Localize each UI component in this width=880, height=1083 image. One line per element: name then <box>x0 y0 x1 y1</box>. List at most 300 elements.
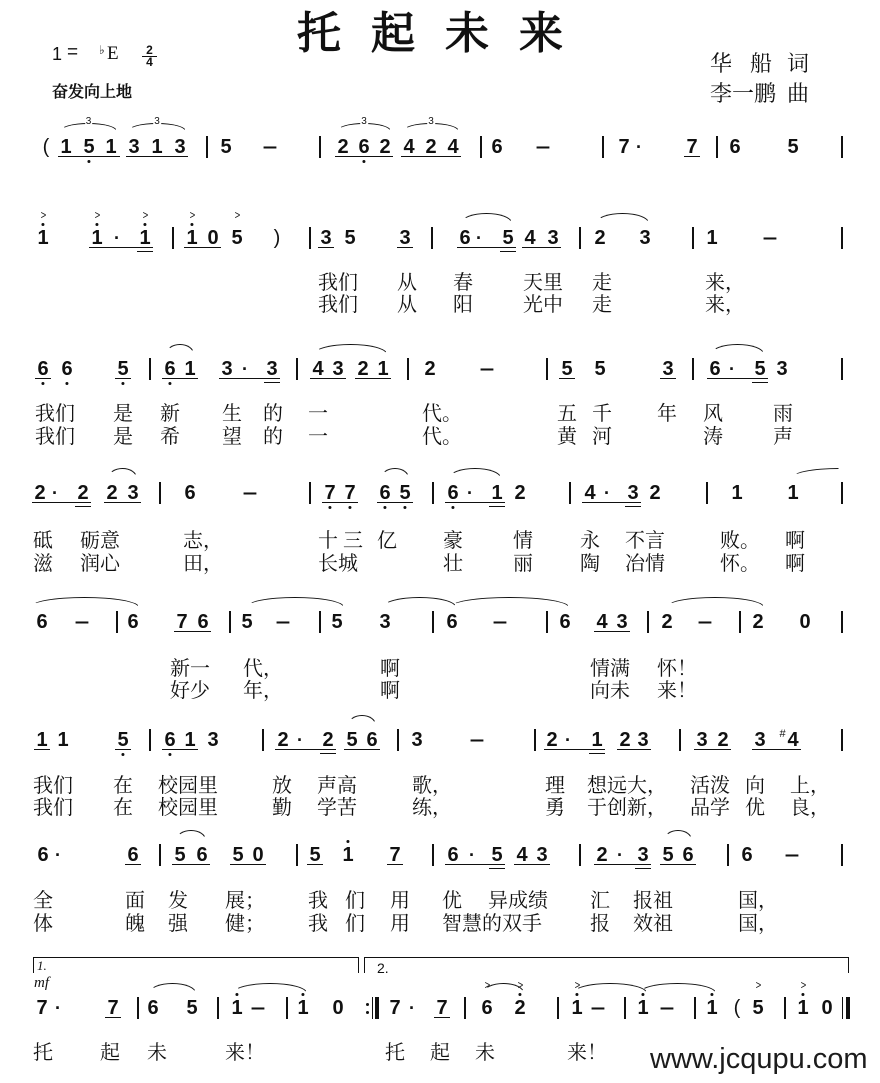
accent-icon: > <box>800 978 806 992</box>
lyric-syllable: 来！ <box>567 1040 607 1064</box>
note-value: 6 <box>197 611 209 633</box>
note <box>627 483 638 503</box>
note <box>184 483 195 503</box>
augmentation-dot <box>52 483 58 503</box>
slur-arc <box>791 468 839 478</box>
lyric-syllable: 们 <box>345 911 365 935</box>
note <box>196 845 207 865</box>
note <box>741 845 752 865</box>
octave-dot-below-icon <box>87 160 90 163</box>
note-value: · <box>242 359 248 379</box>
key-note: E <box>107 43 119 64</box>
augmentation-dot <box>476 228 482 248</box>
barline <box>407 358 408 380</box>
note <box>389 845 400 865</box>
lyric-syllable: 河 <box>592 424 612 448</box>
lyric-syllable: 败。 <box>720 528 760 552</box>
note <box>186 998 197 1018</box>
note-value: 6 <box>729 136 741 158</box>
beam-underline <box>752 382 768 383</box>
slur-arc <box>246 597 344 607</box>
note-value: 6 <box>709 358 721 380</box>
lyric-syllable: 生 <box>222 401 242 425</box>
barline <box>841 482 842 504</box>
octave-dot-below-icon <box>328 506 331 509</box>
triplet-bracket <box>60 116 117 131</box>
accent-icon: > <box>189 208 195 222</box>
beam-underline <box>320 753 336 754</box>
note <box>83 137 94 157</box>
note <box>502 228 513 248</box>
note <box>127 483 138 503</box>
note-value: 5 <box>232 844 244 866</box>
duration-dash <box>470 730 484 750</box>
note-value: 5 <box>331 611 343 633</box>
parenthesis <box>734 998 741 1018</box>
triplet-bracket <box>403 116 459 131</box>
note <box>174 845 185 865</box>
note-value: 3 <box>207 729 219 751</box>
lyric-syllable: 涛 <box>703 424 723 448</box>
note-value: 2 <box>514 482 526 504</box>
beam-underline <box>625 506 641 507</box>
note <box>399 228 410 248</box>
duration-dash <box>480 359 494 379</box>
note-value: – <box>250 997 266 1019</box>
note-value: 3 <box>221 358 233 380</box>
note-value: 6 <box>37 844 49 866</box>
note-value: 1 <box>37 227 49 249</box>
accent-icon: > <box>755 978 761 992</box>
lyric-syllable: 学苦 <box>317 795 357 819</box>
beam-underline <box>489 506 505 507</box>
barline <box>546 358 547 380</box>
note <box>91 208 103 249</box>
note <box>591 730 602 750</box>
note <box>151 137 162 157</box>
lyric-syllable: 黄 <box>557 424 577 448</box>
note <box>799 612 810 632</box>
barline <box>716 136 717 158</box>
note <box>779 728 799 751</box>
barline <box>319 611 320 633</box>
octave-dot-above-icon <box>235 993 238 996</box>
note <box>105 137 116 157</box>
note <box>682 845 693 865</box>
note-value: 3 <box>411 729 423 751</box>
note-value: 1 <box>637 997 649 1019</box>
beam-underline <box>264 382 280 383</box>
octave-dot-above-icon <box>641 993 644 996</box>
note <box>332 359 343 379</box>
barline <box>431 227 432 249</box>
note <box>618 137 629 157</box>
lyric-syllable: 异成绩 <box>488 888 548 912</box>
note-value: 5 <box>502 227 514 249</box>
lyric-syllable: 代。 <box>422 401 462 425</box>
note <box>377 359 388 379</box>
note <box>619 730 630 750</box>
barline <box>679 729 680 751</box>
lyric-syllable: 国， <box>738 911 778 935</box>
note-value: 1 <box>60 136 72 158</box>
note <box>107 998 118 1018</box>
barline <box>432 482 433 504</box>
slur-arc <box>664 830 692 840</box>
note-value: 6 <box>459 227 471 249</box>
note-value: 5 <box>241 611 253 633</box>
note <box>379 612 390 632</box>
note-value: · <box>467 483 473 503</box>
note <box>184 359 195 379</box>
note <box>37 359 48 379</box>
duration-dash <box>536 137 550 157</box>
lyric-syllable: 啊 <box>380 678 400 702</box>
note <box>754 359 765 379</box>
note-value: 1 <box>139 227 151 249</box>
barline <box>137 997 138 1019</box>
lyric-syllable: 报 <box>590 911 610 935</box>
lyric-syllable: 于创新， <box>587 795 667 819</box>
lyric-syllable: 滋 <box>33 551 53 575</box>
note-value: – <box>784 844 800 866</box>
lyric-syllable: 冶情 <box>625 551 665 575</box>
note-value: 6 <box>379 482 391 504</box>
note <box>221 359 232 379</box>
note <box>403 137 414 157</box>
key-equals-sign: = <box>67 42 79 63</box>
lyric-syllable: 校园里 <box>158 773 218 797</box>
note <box>596 612 607 632</box>
note <box>389 998 400 1018</box>
lyric-syllable: 代。 <box>422 424 462 448</box>
note <box>447 483 458 503</box>
first-ending-label: 1. <box>37 958 47 973</box>
lyric-syllable: 起 <box>100 1040 120 1064</box>
note-value: 5 <box>594 358 606 380</box>
slur-arc <box>233 983 307 993</box>
note-value: 5 <box>491 844 503 866</box>
barline <box>159 844 160 866</box>
note-value: – <box>74 611 90 633</box>
barline <box>784 997 785 1019</box>
lyric-syllable: 起 <box>430 1040 450 1064</box>
lyric-syllable: 健； <box>225 911 265 935</box>
repeat-dot <box>366 1011 369 1014</box>
note <box>524 228 535 248</box>
barline <box>206 136 207 158</box>
note <box>220 137 231 157</box>
note <box>117 730 128 750</box>
note-value: 2 <box>357 358 369 380</box>
augmentation-dot <box>617 845 623 865</box>
note <box>459 228 470 248</box>
note <box>821 998 832 1018</box>
note-value: – <box>590 997 606 1019</box>
note <box>57 730 68 750</box>
final-barline-icon <box>842 997 852 1019</box>
note-value: 1 <box>342 844 354 866</box>
note-value: 1 <box>706 997 718 1019</box>
flat-icon: ♭ <box>99 43 105 57</box>
note-value: · <box>52 483 58 503</box>
note-value: 5 <box>754 358 766 380</box>
note <box>277 730 288 750</box>
note <box>197 612 208 632</box>
note <box>320 228 331 248</box>
note <box>546 730 557 750</box>
octave-dot-below-icon <box>403 506 406 509</box>
note-value: · <box>604 483 610 503</box>
note-value: · <box>55 845 61 865</box>
augmentation-dot <box>297 730 303 750</box>
lyric-syllable: 雨 <box>773 401 793 425</box>
lyric-syllable: 活泼 <box>690 773 730 797</box>
augmentation-dot <box>409 998 415 1018</box>
lyric-syllable: 三 <box>343 528 363 552</box>
lyric-syllable: 们 <box>345 888 365 912</box>
accent-icon: > <box>94 208 100 222</box>
note <box>344 228 355 248</box>
note-value: 2 <box>649 482 661 504</box>
note <box>344 483 355 503</box>
note-value: 7 <box>344 482 356 504</box>
note <box>662 845 673 865</box>
note <box>164 730 175 750</box>
note-value: 7 <box>436 997 448 1019</box>
note-value: 5 <box>787 136 799 158</box>
barline <box>149 729 150 751</box>
barline <box>569 482 570 504</box>
barline <box>296 844 297 866</box>
note <box>266 359 277 379</box>
note <box>399 483 410 503</box>
note-value: 0 <box>821 997 833 1019</box>
note-value: 2 <box>514 997 526 1019</box>
lyric-syllable: 永 <box>580 528 600 552</box>
note-value: – <box>659 997 675 1019</box>
note-value: 2 <box>546 729 558 751</box>
note-value: 3 <box>754 729 766 751</box>
lyric-syllable: 来！ <box>657 678 697 702</box>
note-value: 3 <box>547 227 559 249</box>
lyric-syllable: 的 <box>263 401 283 425</box>
duration-dash <box>763 228 777 248</box>
duration-dash <box>243 483 257 503</box>
barline <box>116 611 117 633</box>
note <box>754 730 765 750</box>
accent-icon: > <box>517 978 523 992</box>
note-value: 7 <box>389 844 401 866</box>
note <box>312 359 323 379</box>
note-value: 1 <box>105 136 117 158</box>
lyric-syllable: 情满 <box>590 656 630 680</box>
lyric-syllable: 千 <box>592 401 612 425</box>
lyric-syllable: 天里 <box>523 270 563 294</box>
note <box>36 998 47 1018</box>
note-value: 2 <box>322 729 334 751</box>
note-value: 5 <box>220 136 232 158</box>
note <box>571 978 583 1019</box>
note-value: – <box>275 611 291 633</box>
lyric-syllable: 未 <box>147 1040 167 1064</box>
barline <box>309 227 310 249</box>
note <box>752 978 764 1019</box>
parenthesis <box>43 137 50 157</box>
note <box>106 483 117 503</box>
augmentation-dot <box>469 845 475 865</box>
note <box>164 359 175 379</box>
lyric-syllable: 体 <box>33 911 53 935</box>
note <box>491 845 502 865</box>
note <box>637 845 648 865</box>
note-value: 1 <box>571 997 583 1019</box>
note-value: 2 <box>717 729 729 751</box>
lyric-syllable: 走 <box>592 270 612 294</box>
lyric-syllable: 展； <box>225 888 265 912</box>
note-value: 4 <box>447 136 459 158</box>
note-value: 6 <box>559 611 571 633</box>
note <box>346 730 357 750</box>
note-value: 5 <box>231 227 243 249</box>
note <box>787 137 798 157</box>
note-value: – <box>479 358 495 380</box>
octave-dot-above-icon <box>801 993 804 996</box>
lyric-syllable: 年 <box>657 401 677 425</box>
lyric-syllable: 十 <box>318 528 338 552</box>
note-value: ( <box>733 997 741 1019</box>
lyric-syllable: 从 <box>397 292 417 316</box>
lyric-syllable: 是 <box>113 401 133 425</box>
triplet-number: 3 <box>154 116 160 127</box>
note-value: 2 <box>752 611 764 633</box>
lyric-syllable: 效祖 <box>633 911 673 935</box>
barline <box>841 136 842 158</box>
duration-dash <box>591 998 605 1018</box>
note <box>37 845 48 865</box>
note-value: 1 <box>706 227 718 249</box>
note <box>436 998 447 1018</box>
lyric-syllable: 代， <box>243 656 283 680</box>
octave-dot-above-icon <box>190 223 193 226</box>
note-value: 1 <box>787 482 799 504</box>
slur-arc <box>573 983 647 993</box>
second-ending-bracket <box>364 957 849 976</box>
repeat-end-icon <box>366 997 382 1019</box>
note-value: 5 <box>561 358 573 380</box>
barline <box>149 358 150 380</box>
note-value: 6 <box>741 844 753 866</box>
slur-arc <box>314 344 387 354</box>
note-value: 6 <box>37 358 49 380</box>
note-value: – <box>535 136 551 158</box>
octave-dot-above-icon <box>301 993 304 996</box>
barline <box>692 227 693 249</box>
augmentation-dot <box>242 359 248 379</box>
note <box>447 137 458 157</box>
note <box>559 612 570 632</box>
barline <box>557 997 558 1019</box>
note-value: 7 <box>176 611 188 633</box>
lyric-syllable: 向 <box>745 773 765 797</box>
lyric-syllable: 声 <box>773 424 793 448</box>
lyric-syllable: 望 <box>222 424 242 448</box>
lyric-syllable: 丽 <box>513 551 533 575</box>
note <box>547 228 558 248</box>
barline <box>692 358 693 380</box>
note <box>447 845 458 865</box>
note <box>342 845 353 865</box>
note <box>637 998 648 1018</box>
note <box>594 359 605 379</box>
lyric-syllable: 强 <box>168 911 188 935</box>
note-value: 6 <box>147 997 159 1019</box>
note-value: 2 <box>106 482 118 504</box>
key-tonic: 1 <box>52 44 63 64</box>
repeat-dot <box>366 1003 369 1006</box>
octave-dot-above-icon <box>710 993 713 996</box>
lyric-syllable: 情 <box>513 528 533 552</box>
octave-dot-above-icon <box>143 223 146 226</box>
note-value: 5 <box>83 136 95 158</box>
barline <box>309 482 310 504</box>
note <box>241 612 252 632</box>
note <box>662 359 673 379</box>
note-value: 6 <box>481 997 493 1019</box>
note <box>60 137 71 157</box>
lyric-syllable: 我们 <box>33 773 73 797</box>
barline <box>319 136 320 158</box>
note <box>649 483 660 503</box>
note <box>231 998 242 1018</box>
augmentation-dot <box>729 359 735 379</box>
note-value: 2 <box>661 611 673 633</box>
time-signature-denominator: 4 <box>146 55 153 69</box>
note-value: 6 <box>447 844 459 866</box>
lyric-syllable: 春 <box>453 270 473 294</box>
lyric-syllable: 勇 <box>545 795 565 819</box>
final-thin-line <box>842 997 843 1019</box>
lyric-syllable: 用 <box>390 888 410 912</box>
note-value: 5 <box>399 482 411 504</box>
lyricist-name: 华船 <box>710 52 791 77</box>
barline <box>841 729 842 751</box>
note-value: 6 <box>358 136 370 158</box>
note <box>309 845 320 865</box>
lyric-syllable: 校园里 <box>158 795 218 819</box>
note-value: 3 <box>627 482 639 504</box>
note <box>731 483 742 503</box>
slur-arc <box>639 983 716 993</box>
lyric-syllable: 上， <box>790 773 830 797</box>
note-value: 1 <box>57 729 69 751</box>
lyric-syllable: 啊 <box>380 656 400 680</box>
triplet-number: 3 <box>428 116 434 127</box>
lyric-syllable: 怀。 <box>720 551 760 575</box>
lyric-syllable: 新 <box>160 401 180 425</box>
slur-arc <box>461 213 512 223</box>
note <box>186 208 198 249</box>
note <box>77 483 88 503</box>
octave-dot-below-icon <box>121 382 124 385</box>
note <box>34 483 45 503</box>
lyric-syllable: 托 <box>385 1040 405 1064</box>
lyricist-role: 词 <box>787 52 810 77</box>
lyric-syllable: 勤 <box>272 795 292 819</box>
note-value: 3 <box>399 227 411 249</box>
lyric-syllable: 良， <box>790 795 830 819</box>
note <box>379 137 390 157</box>
